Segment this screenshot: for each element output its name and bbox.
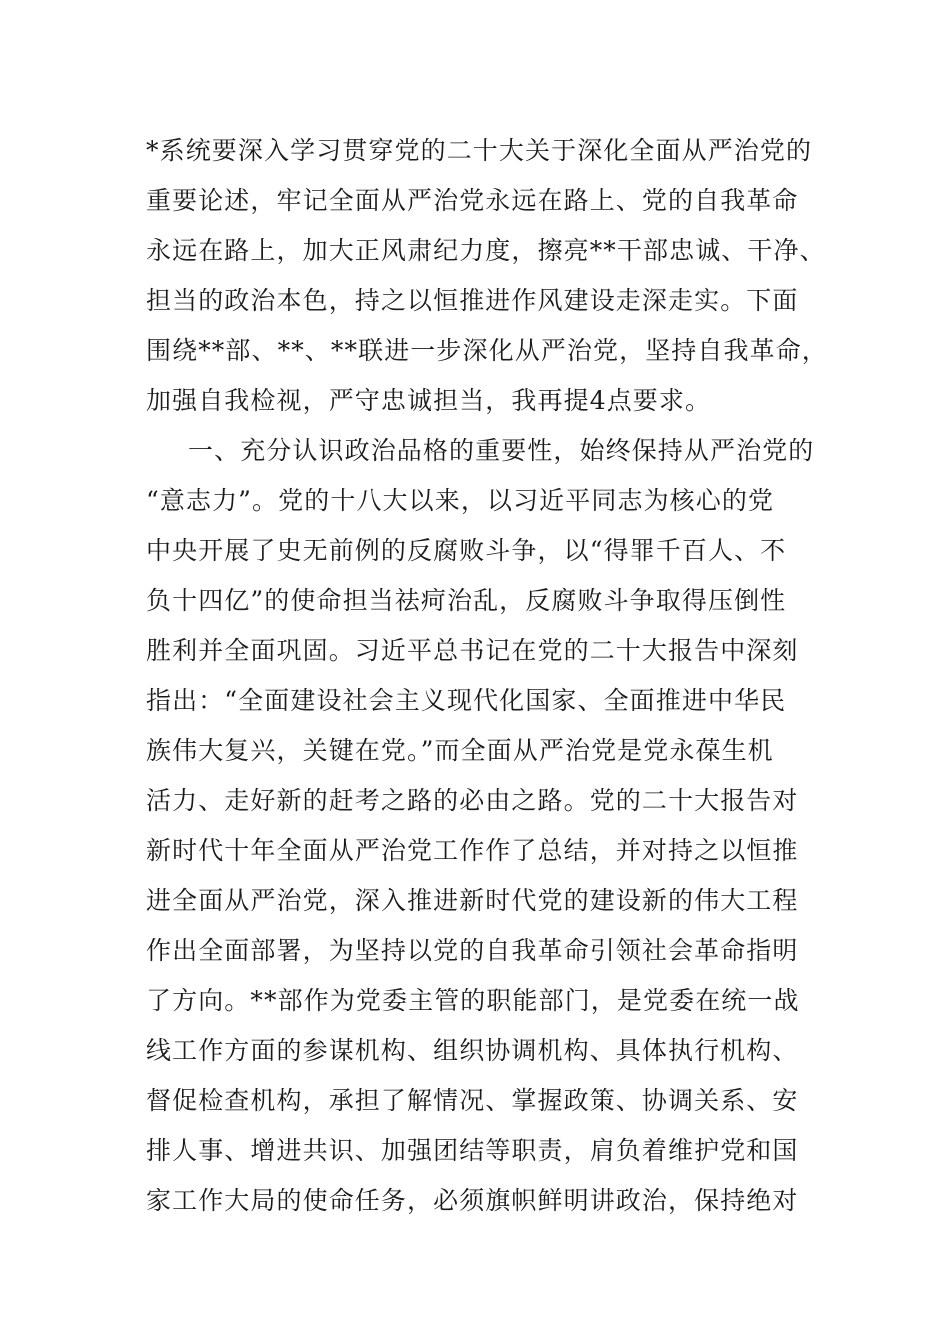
text-line: 进全面从严治党，深入推进新时代党的建设新的伟大工程 <box>146 886 799 915</box>
text-line: 督促检查机构，承担了解情况、掌握政策、协调关系、安 <box>146 1086 799 1115</box>
text-line: 加强自我检视，严守忠诚担当，我再提4点要求。 <box>146 386 712 415</box>
text-line: 担当的政治本色，持之以恒推进作风建设走深走实。下面 <box>146 286 799 315</box>
text-line: 家工作大局的使命任务，必须旗帜鲜明讲政治，保持绝对 <box>146 1186 799 1215</box>
text-line: 胜利并全面巩固。习近平总书记在党的二十大报告中深刻 <box>146 636 799 665</box>
text-line: 线工作方面的参谋机构、组织协调机构、具体执行机构、 <box>146 1036 799 1065</box>
text-line: 中央开展了史无前例的反腐败斗争，以“得罪千百人、不 <box>146 536 787 565</box>
text-line: 作出全面部署，为坚持以党的自我革命引领社会革命指明 <box>146 936 799 965</box>
text-line: 了方向。**部作为党委主管的职能部门，是党委在统一战 <box>146 986 800 1015</box>
text-line: 永远在路上，加大正风肃纪力度，擦亮**干部忠诚、干净、 <box>146 236 826 265</box>
text-line: *系统要深入学习贯穿党的二十大关于深化全面从严治党的 <box>146 136 813 165</box>
body-text <box>146 126 846 1226</box>
text-line: 围绕**部、**、**联进一步深化从严治党，坚持自我革命， <box>146 336 828 365</box>
text-line: 活力、走好新的赶考之路的必由之路。党的二十大报告对 <box>146 786 799 815</box>
section-heading-line: 一、充分认识政治品格的重要性，始终保持从严治党的 <box>188 436 815 465</box>
text-line: 重要论述，牢记全面从严治党永远在路上、党的自我革命 <box>146 186 799 215</box>
text-line: 新时代十年全面从严治党工作作了总结，并对持之以恒推 <box>146 836 799 865</box>
text-line: 指出：“全面建设社会主义现代化国家、全面推进中华民 <box>146 686 787 715</box>
text-line: 排人事、增进共识、加强团结等职责，肩负着维护党和国 <box>146 1136 799 1165</box>
text-line: 族伟大复兴，关键在党。”而全面从严治党是党永葆生机 <box>146 736 774 765</box>
text-line: “意志力”。党的十八大以来，以习近平同志为核心的党 <box>146 486 775 515</box>
text-line: 负十四亿”的使命担当祛疴治乱，反腐败斗争取得压倒性 <box>146 586 787 615</box>
